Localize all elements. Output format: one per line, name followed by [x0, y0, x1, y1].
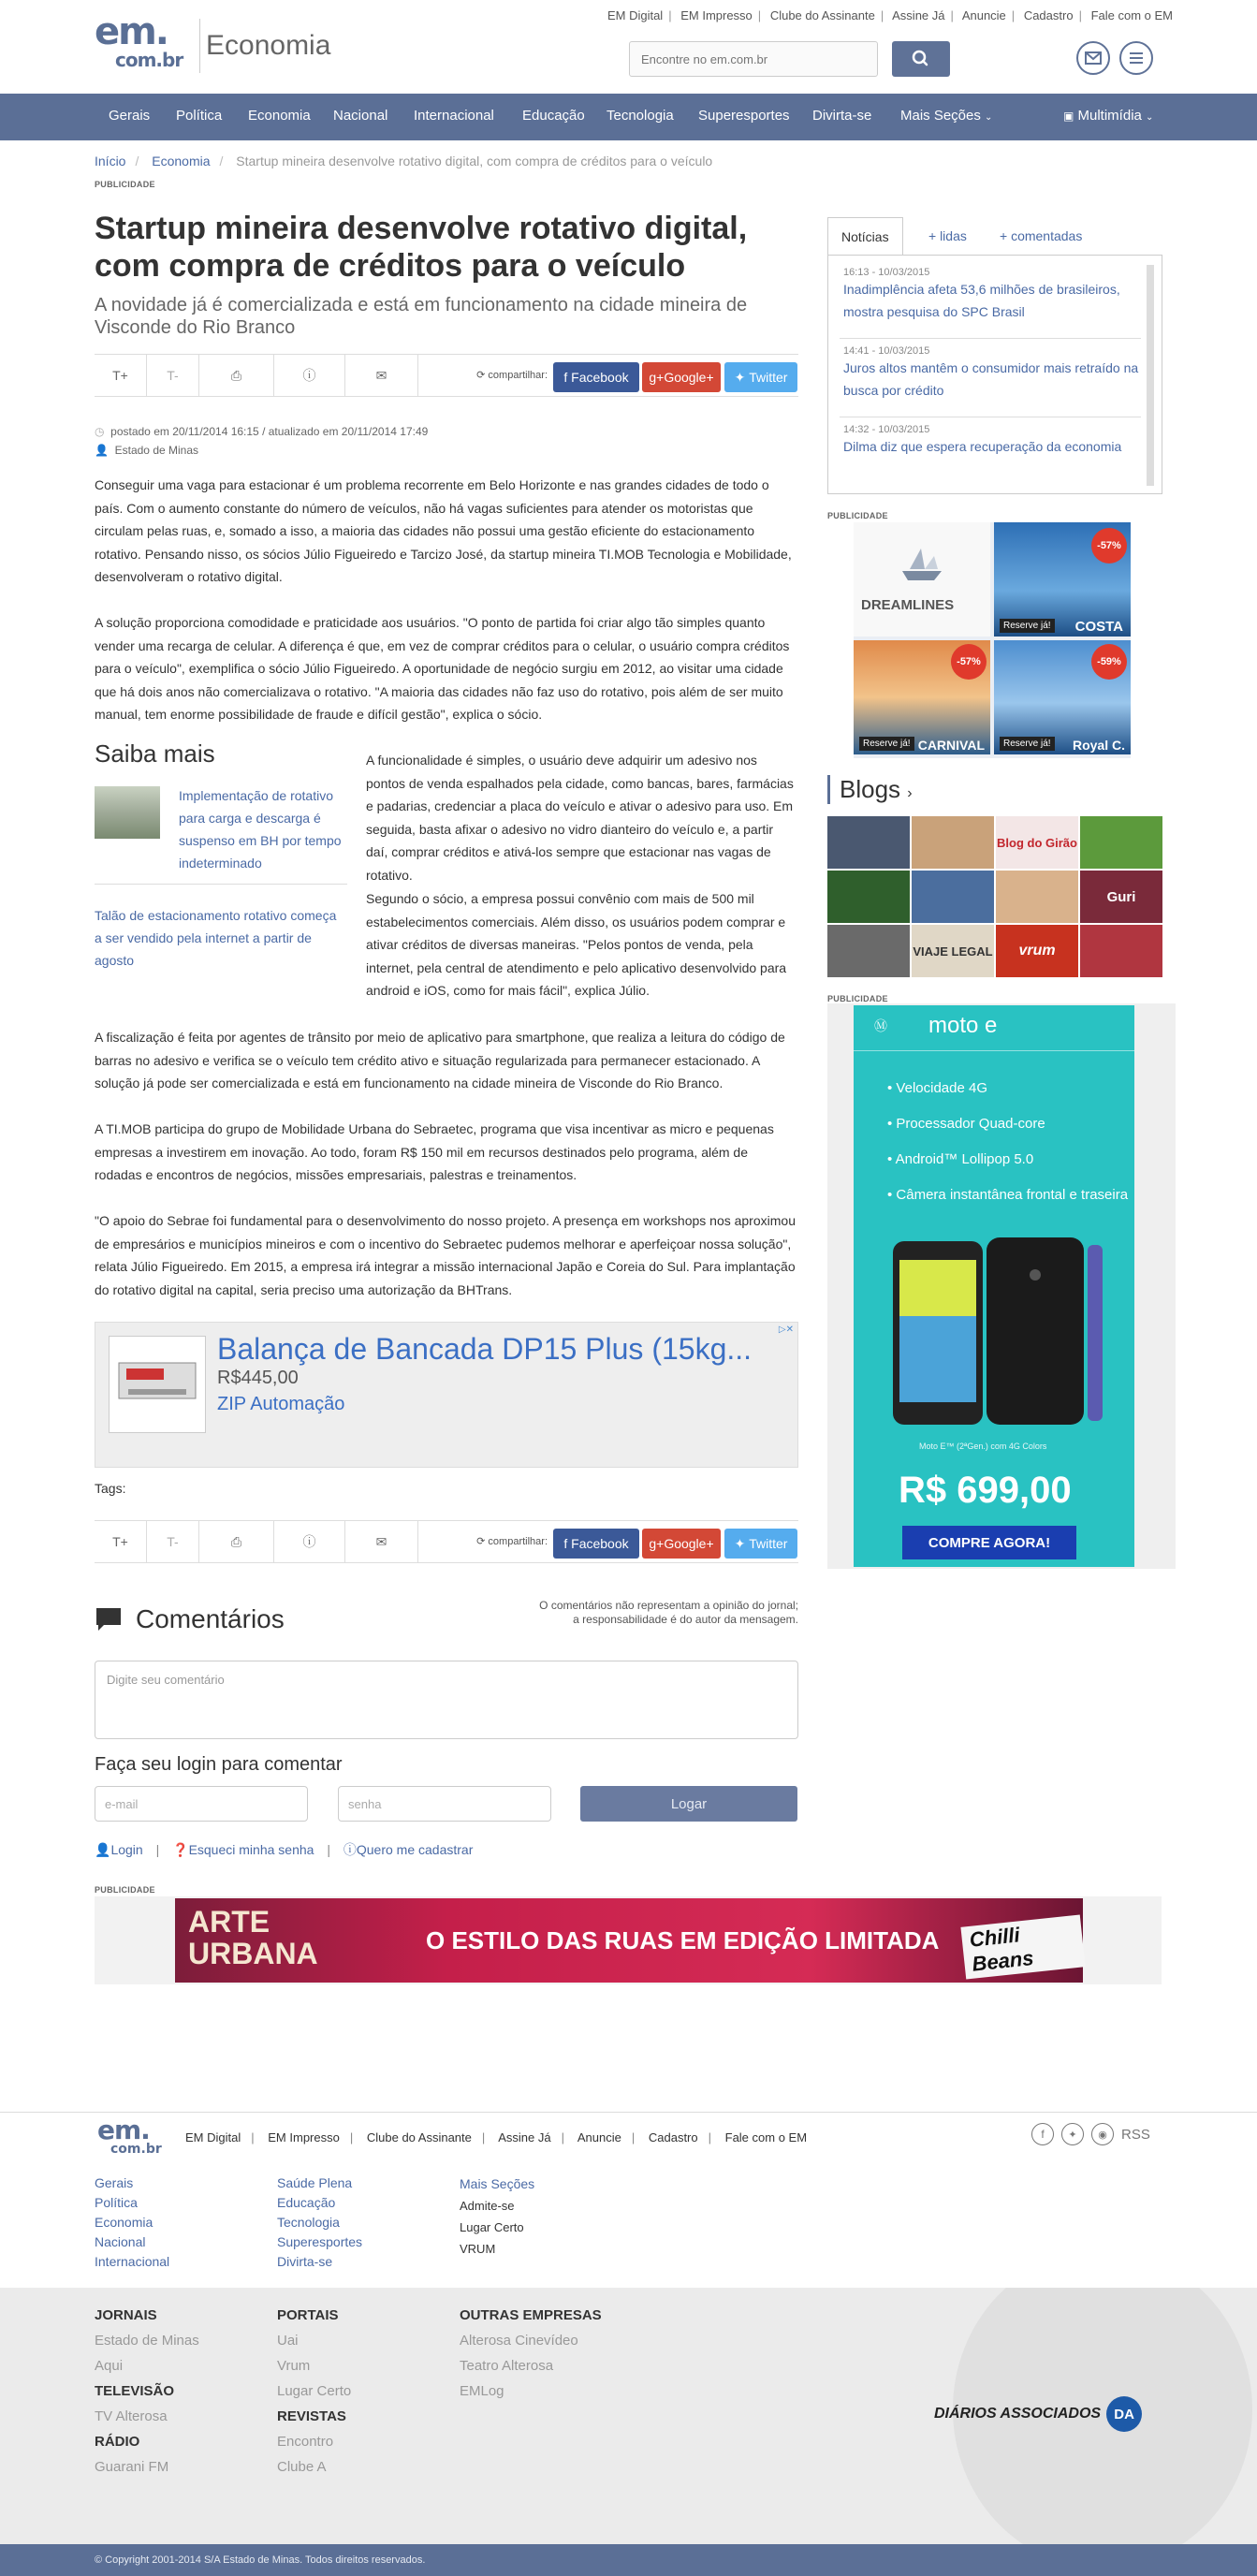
font-decrease-button[interactable]: T- — [147, 1521, 199, 1562]
news-time: 16:13 - 10/03/2015 — [843, 267, 930, 278]
news-item[interactable] — [843, 424, 1143, 458]
footer-company-link[interactable]: Lugar Certo — [277, 2383, 352, 2399]
ad-product-image — [109, 1336, 206, 1433]
footer-col-3 — [460, 2174, 534, 2260]
phone-image — [874, 1222, 1114, 1443]
multimedia-icon: ▣ — [1063, 110, 1074, 123]
twitter-share-button[interactable] — [724, 362, 797, 392]
banner-ad[interactable] — [175, 1898, 1083, 1983]
cruise-brand: DREAMLINES — [861, 597, 955, 613]
news-time: 14:41 - 10/03/2015 — [843, 345, 930, 357]
user-icon: 👤 — [95, 444, 109, 457]
site-logo[interactable] — [95, 10, 183, 71]
menu-icon — [1121, 43, 1151, 73]
footer-logo-em: em. — [97, 2115, 150, 2145]
article-toolbar — [95, 354, 798, 397]
breadcrumb-section[interactable]: Economia — [152, 154, 211, 168]
footer-section-link[interactable]: Saúde Plena — [277, 2175, 353, 2190]
share-icon: ⟳ — [476, 370, 486, 381]
news-list — [827, 255, 1162, 494]
twitter-label: Twitter — [749, 1536, 788, 1551]
nav-mais-secoes[interactable] — [900, 108, 992, 124]
share-label-text: compartilhar: — [488, 1536, 548, 1547]
email-field[interactable]: e-mail — [95, 1786, 308, 1822]
footer-heading: JORNAIS — [95, 2307, 157, 2323]
login-button[interactable]: Logar — [580, 1786, 797, 1822]
blog-thumb[interactable] — [827, 925, 910, 977]
ad-label: PUBLICIDADE — [827, 994, 888, 1003]
related-link-2[interactable]: Talão de estacionamento rotativo começa a ser vendido pela internet a partir de agosto — [95, 908, 337, 968]
toplink-clube[interactable]: Clube do Assinante — [769, 8, 875, 22]
blogs-title-text: Blogs — [840, 775, 901, 803]
toplink-cadastro[interactable]: Cadastro — [1023, 8, 1074, 22]
moto-bullet-text: Velocidade 4G — [896, 1080, 987, 1096]
facebook-icon: f — [563, 370, 572, 385]
rss-label[interactable]: RSS — [1121, 2126, 1150, 2143]
toplink-em-impresso[interactable]: EM Impresso — [680, 8, 753, 22]
footer-section-link[interactable]: Tecnologia — [277, 2215, 340, 2230]
moto-ad[interactable] — [854, 1005, 1134, 1567]
moto-divider — [854, 1050, 1134, 1051]
facebook-icon: f — [563, 1536, 572, 1551]
toplink-assine[interactable]: Assine Já — [892, 8, 945, 22]
main-nav — [0, 94, 1257, 140]
logo-combr-text: com.br — [115, 49, 183, 71]
share-label — [476, 369, 548, 381]
saiba-mais-title: Saiba mais — [95, 739, 215, 768]
info-icon: ⓘ — [302, 368, 316, 383]
footer-heading: PORTAIS — [277, 2307, 339, 2323]
cruise-royal[interactable] — [994, 640, 1131, 754]
ship-name: CARNIVAL — [917, 738, 985, 753]
footer-link[interactable]: Assine Já — [498, 2130, 551, 2144]
footer-link[interactable]: Clube do Assinante — [366, 2130, 472, 2144]
nav-politica[interactable]: Política — [176, 108, 223, 124]
moto-caption: Moto E™ (2ªGen.) com 4G Colors — [919, 1442, 1047, 1451]
ad-choices-icon[interactable]: ▷✕ — [778, 1325, 794, 1335]
tab-mais-comentadas[interactable]: + comentadas — [1000, 228, 1083, 243]
toplink-em-digital[interactable]: EM Digital — [607, 8, 664, 22]
article-title: Startup mineira desenvolve rotativo digital, com compra de créditos para o veículo — [95, 211, 748, 284]
news-scrollbar[interactable] — [1147, 265, 1154, 486]
article-paragraph-4: Segundo o sócio, a empresa possui convênio com mais de 500 mil estabelecimentos comerciais. Além disso, os usuários podem comprar e ativar créditos de diversas maneiras. "Pelos pontos de venda, pela internet, pela central de atendimento e pelo aplicativo desenvolvido para android e iOS, como for mais fácil", explica Júlio. — [366, 891, 787, 998]
twitter-share-button[interactable] — [724, 1529, 797, 1559]
news-time: 14:32 - 10/03/2015 — [843, 424, 930, 435]
blog-thumb[interactable] — [827, 871, 910, 923]
footer-company-link[interactable]: Uai — [277, 2333, 299, 2349]
chevron-down-icon: ⌄ — [985, 112, 993, 123]
da-mark: DA — [1106, 2396, 1142, 2432]
footer-col-1 — [95, 2174, 169, 2272]
scale-icon — [110, 1337, 205, 1432]
toplink-fale[interactable]: Fale com o EM — [1090, 8, 1173, 22]
blog-thumb[interactable] — [827, 816, 910, 869]
twitter-label: Twitter — [749, 370, 788, 385]
nav-tecnologia[interactable]: Tecnologia — [607, 108, 674, 124]
footer-link[interactable]: Anuncie — [577, 2130, 621, 2144]
ship-name: Royal C. — [1072, 738, 1125, 753]
top-links: EM Digital | EM Impresso | Clube do Assinante | Assine Já | Anuncie | Cadastro | Fale com o EM — [607, 8, 1173, 22]
news-divider — [840, 338, 1141, 339]
envelope-icon: ✉ — [375, 1533, 387, 1549]
footer-section-link[interactable]: Superesportes — [277, 2234, 363, 2249]
email-button[interactable] — [345, 1521, 418, 1562]
chevron-right-icon: › — [907, 785, 913, 801]
login-links: 👤Login | ❓Esqueci minha senha | ⓘQuero me cadastrar — [95, 1842, 474, 1857]
footer-link[interactable]: EM Digital — [185, 2130, 241, 2144]
reserve-label: Reserve já! — [1000, 619, 1055, 633]
nav-educacao[interactable]: Educação — [522, 108, 585, 124]
blog-thumb-vrum[interactable]: vrum — [996, 925, 1078, 977]
footer-company-link[interactable]: Guarani FM — [95, 2459, 169, 2475]
footer-col-2 — [277, 2174, 362, 2272]
share-label — [476, 1535, 548, 1547]
chevron-down-icon: ⌄ — [1146, 112, 1154, 123]
footer-social — [1031, 2123, 1150, 2145]
ad-label: PUBLICIDADE — [95, 1885, 155, 1895]
comments-title: Comentários — [136, 1604, 285, 1633]
disclaimer-line-1: O comentários não representam a opinião do jornal; — [539, 1599, 798, 1612]
footer-outras — [460, 2303, 602, 2404]
print-icon: ⎙ — [230, 367, 242, 383]
blog-thumb[interactable] — [912, 816, 994, 869]
twitter-icon: ✦ — [734, 369, 750, 385]
footer-divider — [0, 2112, 1257, 2113]
nav-economia[interactable]: Economia — [248, 108, 311, 124]
banner-brand: Chilli Beans — [960, 1914, 1085, 1979]
footer-section-link[interactable]: VRUM — [460, 2242, 496, 2256]
moto-price: R$ 699,00 — [899, 1470, 1072, 1511]
footer-section-link[interactable]: Nacional — [95, 2234, 146, 2249]
footer-jornais — [95, 2303, 199, 2480]
banner-left-text: ARTE URBANA — [188, 1905, 318, 1970]
inline-ad[interactable] — [95, 1322, 798, 1468]
blog-thumb[interactable] — [996, 871, 1078, 923]
user-icon: 👤 — [95, 1842, 111, 1857]
footer-logo[interactable] — [97, 2115, 162, 2157]
toplink-anuncie[interactable]: Anuncie — [961, 8, 1006, 22]
section-title: Economia — [206, 30, 331, 61]
footer-heading: RÁDIO — [95, 2434, 140, 2450]
source-text: Estado de Minas — [114, 444, 199, 457]
moto-bullet: • Câmera instantânea frontal e traseira — [887, 1187, 1129, 1203]
login-title: Faça seu login para comentar — [95, 1754, 343, 1775]
footer-section-link[interactable]: Lugar Certo — [460, 2220, 524, 2234]
report-button[interactable] — [274, 355, 345, 396]
footer-company-link[interactable]: Estado de Minas — [95, 2333, 199, 2349]
nav-multimidia[interactable] — [1063, 108, 1153, 124]
reserve-label: Reserve já! — [1000, 737, 1055, 751]
discount-badge: -59% — [1091, 644, 1127, 680]
register-link[interactable]: Quero me cadastrar — [356, 1842, 474, 1857]
footer-heading: REVISTAS — [277, 2408, 346, 2424]
footer-logo-combr: com.br — [110, 2142, 162, 2157]
post-date-text: postado em 20/11/2014 16:15 / atualizado em 20/11/2014 17:49 — [110, 425, 429, 438]
article-subtitle: A novidade já é comercializada e está em funcionamento na cidade mineira de Visconde do Rio Branco — [95, 295, 748, 338]
facebook-label: Facebook — [571, 1536, 629, 1551]
blog-thumb[interactable] — [1080, 816, 1162, 869]
comment-icon — [95, 1606, 123, 1632]
post-date — [95, 425, 428, 438]
facebook-share-button[interactable] — [553, 1529, 639, 1559]
share-label-text: compartilhar: — [488, 370, 548, 381]
blog-thumb-viaje[interactable]: VIAJE LEGAL — [912, 925, 994, 977]
clock-icon: ◷ — [95, 425, 105, 438]
question-icon: ❓ — [172, 1842, 189, 1857]
footer-heading: OUTRAS EMPRESAS — [460, 2307, 602, 2323]
footer-section-link[interactable]: Internacional — [95, 2254, 170, 2269]
footer-section-link[interactable]: Educação — [277, 2195, 336, 2210]
info-icon: ⓘ — [302, 1534, 316, 1549]
mail-icon — [1078, 43, 1108, 73]
ad-label: PUBLICIDADE — [95, 180, 155, 189]
nav-internacional[interactable]: Internacional — [414, 108, 494, 124]
cruise-carnival[interactable] — [854, 640, 990, 754]
ship-logo-icon — [897, 543, 947, 584]
footer-company-link[interactable]: Teatro Alterosa — [460, 2358, 554, 2374]
cruise-ad[interactable] — [854, 522, 1131, 758]
article-toolbar-bottom — [95, 1520, 798, 1563]
discount-badge: -57% — [951, 644, 987, 680]
moto-bullet: • Processador Quad-core — [887, 1116, 1045, 1132]
footer-company-link[interactable]: EMLog — [460, 2383, 504, 2399]
article-paragraph-1: Conseguir uma vaga para estacionar é um problema recorrente em Belo Horizonte e nas grandes cidades de todo o país. Com o aumento constante do número de veículos, não há vagas suficientes para atender os motoristas que circulam pelas ruas, e, somado a isso, a maioria das cidades não possui uma gestão eficiente do estacionamento rotativo. Pensando nisso, os sócios Júlio Figueiredo e Tarcizo José, da startup mineira TI.MOB Tecnologia e Mobilidade, desenvolveram o rotativo digital. — [95, 477, 792, 584]
print-icon: ⎙ — [230, 1533, 242, 1549]
moto-brand: moto e — [928, 1013, 998, 1038]
breadcrumb-home[interactable]: Início — [95, 154, 126, 168]
ad-label: PUBLICIDADE — [827, 511, 888, 520]
google-share-button[interactable] — [642, 362, 721, 392]
ship-name: COSTA — [1074, 619, 1123, 635]
cruise-costa[interactable] — [994, 522, 1131, 637]
cruise-brand-panel — [854, 522, 990, 637]
reserve-label: Reserve já! — [859, 737, 914, 751]
blog-thumb-guri[interactable]: Guri — [1080, 871, 1162, 923]
footer-links: EM Digital | EM Impresso | Clube do Assinante | Assine Já | Anuncie | Cadastro | Fale com o EM — [185, 2130, 808, 2144]
disclaimer-line-2: a responsabilidade é do autor da mensagem. — [573, 1613, 798, 1626]
menu-button[interactable] — [1119, 41, 1153, 75]
footer-company-link[interactable]: Encontro — [277, 2434, 334, 2450]
breadcrumb-current: Startup mineira desenvolve rotativo digital, com compra de créditos para o veículo — [236, 154, 713, 168]
nav-mais-secoes-label: Mais Seções — [900, 108, 981, 124]
article-source — [95, 444, 198, 457]
nav-divirta-se[interactable]: Divirta-se — [812, 108, 872, 124]
search-input[interactable] — [629, 41, 878, 77]
buy-now-button[interactable]: COMPRE AGORA! — [902, 1526, 1076, 1559]
motorola-logo-icon: Ⓜ — [874, 1018, 887, 1033]
facebook-label: Facebook — [571, 370, 629, 385]
print-button[interactable] — [199, 355, 274, 396]
facebook-share-button[interactable] — [553, 362, 639, 392]
twitter-icon[interactable]: ✦ — [1061, 2123, 1084, 2145]
info-icon: ⓘ — [343, 1842, 357, 1857]
share-icon: ⟳ — [476, 1536, 486, 1547]
footer-section-link[interactable]: Gerais — [95, 2175, 134, 2190]
tab-noticias[interactable]: Notícias — [827, 217, 903, 255]
news-item[interactable] — [843, 345, 1143, 402]
news-headline[interactable]: Dilma diz que espera recuperação da economia — [843, 439, 1122, 454]
moto-bullet-text: Android™ Lollipop 5.0 — [895, 1151, 1034, 1167]
footer-companies — [0, 2288, 1257, 2544]
comments-disclaimer — [539, 1599, 798, 1627]
nav-gerais[interactable]: Gerais — [109, 108, 151, 124]
blog-thumb-girao[interactable]: Blog do Girão — [996, 816, 1078, 869]
font-increase-button[interactable]: T+ — [95, 1521, 147, 1562]
tab-mais-lidas[interactable]: + lidas — [928, 228, 967, 243]
search-button[interactable] — [892, 41, 950, 77]
google-share-button[interactable] — [642, 1529, 721, 1559]
breadcrumb: Início / Economia / Startup mineira desenvolve rotativo digital, com compra de créditos para o veículo — [95, 154, 713, 168]
footer-section-link[interactable]: Admite-se — [460, 2199, 515, 2213]
news-headline[interactable]: Juros altos mantêm o consumidor mais retraído na busca por crédito — [843, 360, 1139, 398]
ad-seller: ZIP Automação — [217, 1394, 345, 1414]
article-paragraph-3: A funcionalidade é simples, o usuário deve adquirir um adesivo nos pontos de venda espalhados pela cidade, como bancas, bares, farmácias e padarias, credenciar a placa do veículo e ativar o adesivo para uso. Em seguida, basta afixar o adesivo no vidro dianteiro do veículo e, a partir daí, comprar créditos e ativá-los sempre que estacionar nas vagas de rotativo. — [366, 753, 794, 883]
related-thumbnail[interactable] — [95, 786, 160, 839]
twitter-icon: ✦ — [734, 1535, 750, 1551]
footer-more-sections[interactable]: Mais Seções — [460, 2176, 535, 2191]
article-paragraph-2: A solução proporciona comodidade e praticidade aos usuários. "O ponto de partida foi criar algo tão simples quanto vender uma recarga de celular. A diferença é que, em vez de comprar créditos para o celular, o usuário compra créditos para o veículo", exemplifica o sócio Júlio Figueiredo. A oportunidade de negócio surgiu em 2012, ao visitar uma cidade que há dois anos não comercializava o rotativo. "A maioria das cidades não faz uso do rotativo, pois além de ser muito manual, tem enorme possibilidade de fraude e difícil gestão", explica o sócio. — [95, 615, 790, 722]
blogs-title[interactable] — [827, 775, 913, 804]
related-link-1[interactable]: Implementação de rotativo para carga e descarga é suspenso em BH por tempo indeterminado — [179, 788, 342, 871]
moto-bullet-text: Processador Quad-core — [896, 1116, 1045, 1132]
ad-price: R$445,00 — [217, 1368, 299, 1388]
ad-title: Balança de Bancada DP15 Plus (15kg... — [217, 1332, 753, 1366]
comment-textarea[interactable]: Digite seu comentário — [95, 1661, 798, 1739]
article-paragraph-7: "O apoio do Sebrae foi fundamental para o desenvolvimento do nosso projeto. A presença em workshops nos aproximou de empresários e municípios mineiros e com o incentivo do Sebraetec pudemos melhorar e aperfeiçoar nossa solução", relata Júlio Figueiredo. Em 2015, a empresa irá integrar a missão internacional Japão e Coreia do Sul. Para implantação do rotativo digital na capital, seria preciso uma autorização da BHTrans. — [95, 1213, 796, 1297]
footer-section-link[interactable]: Política — [95, 2195, 138, 2210]
footer-company-link[interactable]: Aqui — [95, 2358, 124, 2374]
envelope-icon: ✉ — [375, 367, 387, 383]
footer-heading: TELEVISÃO — [95, 2383, 175, 2399]
login-link[interactable]: Login — [110, 1842, 143, 1857]
footer-company-link[interactable]: TV Alterosa — [95, 2408, 168, 2424]
forgot-password-link[interactable]: Esqueci minha senha — [188, 1842, 314, 1857]
footer-company-link[interactable]: Alterosa Cinevídeo — [460, 2333, 578, 2349]
copyright: © Copyright 2001-2014 S/A Estado de Minas. Todos direitos reservados. — [0, 2544, 1257, 2576]
google-label: Google+ — [664, 370, 714, 385]
nav-nacional[interactable]: Nacional — [333, 108, 388, 124]
moto-bullet-text: Câmera instantânea frontal e traseira — [896, 1187, 1129, 1203]
logo-divider — [199, 19, 200, 73]
footer-company-link[interactable]: Vrum — [277, 2358, 311, 2374]
footer-portais — [277, 2303, 351, 2480]
blogs-grid — [827, 816, 1162, 977]
report-button[interactable] — [274, 1521, 345, 1562]
font-increase-button[interactable]: T+ — [95, 355, 147, 396]
google-label: Google+ — [664, 1536, 714, 1551]
newsletter-button[interactable] — [1076, 41, 1110, 75]
footer-section-link[interactable]: Divirta-se — [277, 2254, 333, 2269]
discount-badge: -57% — [1091, 528, 1127, 564]
article-paragraph-5: A fiscalização é feita por agentes de trânsito por meio de aplicativo para smartphone, que realiza a leitura do código de barras no adesivo e verifica se o veículo tem crédito ativo e situação regularizada para permanecer estacionado. A solução já pode ser comercializada e está em funcionamento na cidade mineira de Visconde do Rio Branco. — [95, 1030, 785, 1090]
footer-link[interactable]: Fale com o EM — [724, 2130, 808, 2144]
footer-link[interactable]: EM Impresso — [268, 2130, 340, 2144]
banner-slogan: O ESTILO DAS RUAS EM EDIÇÃO LIMITADA — [426, 1926, 940, 1954]
moto-bullet: • Android™ Lollipop 5.0 — [887, 1151, 1034, 1167]
logo-em-text: em. — [95, 10, 168, 53]
email-button[interactable] — [345, 355, 418, 396]
nav-multimidia-label: Multimídia — [1077, 108, 1142, 124]
diarios-associados-logo[interactable] — [934, 2396, 1142, 2432]
news-item[interactable] — [843, 267, 1143, 323]
google-plus-icon: g+ — [649, 1536, 665, 1551]
footer-link[interactable]: Cadastro — [648, 2130, 698, 2144]
news-tabs — [827, 217, 1162, 255]
footer-company-link[interactable]: Clube A — [277, 2459, 327, 2475]
search-icon — [892, 41, 950, 77]
nav-superesportes[interactable]: Superesportes — [698, 108, 790, 124]
tags-label: Tags: — [95, 1481, 126, 1496]
saiba-divider — [95, 884, 347, 885]
google-plus-icon: g+ — [649, 370, 665, 385]
rss-icon[interactable]: ◉ — [1091, 2123, 1114, 2145]
password-field[interactable]: senha — [338, 1786, 551, 1822]
footer-section-link[interactable]: Economia — [95, 2215, 153, 2230]
news-headline[interactable]: Inadimplência afeta 53,6 milhões de brasileiros, mostra pesquisa do SPC Brasil — [843, 282, 1120, 319]
article-paragraph-6: A TI.MOB participa do grupo de Mobilidade Urbana do Sebraetec, programa que visa incentivar as micro e pequenas empresas a investirem em inovação. Ao todo, foram R$ 150 mil em recursos destinados pelo programa, além de rodadas e encontros de negócios, missões empresariais, palestras e treinamentos. — [95, 1121, 774, 1182]
font-decrease-button[interactable]: T- — [147, 355, 199, 396]
blog-thumb[interactable] — [912, 871, 994, 923]
moto-bullet: • Velocidade 4G — [887, 1080, 987, 1096]
facebook-icon[interactable]: f — [1031, 2123, 1054, 2145]
blog-thumb[interactable] — [1080, 925, 1162, 977]
da-text: DIÁRIOS ASSOCIADOS — [934, 2406, 1102, 2422]
print-button[interactable] — [199, 1521, 274, 1562]
